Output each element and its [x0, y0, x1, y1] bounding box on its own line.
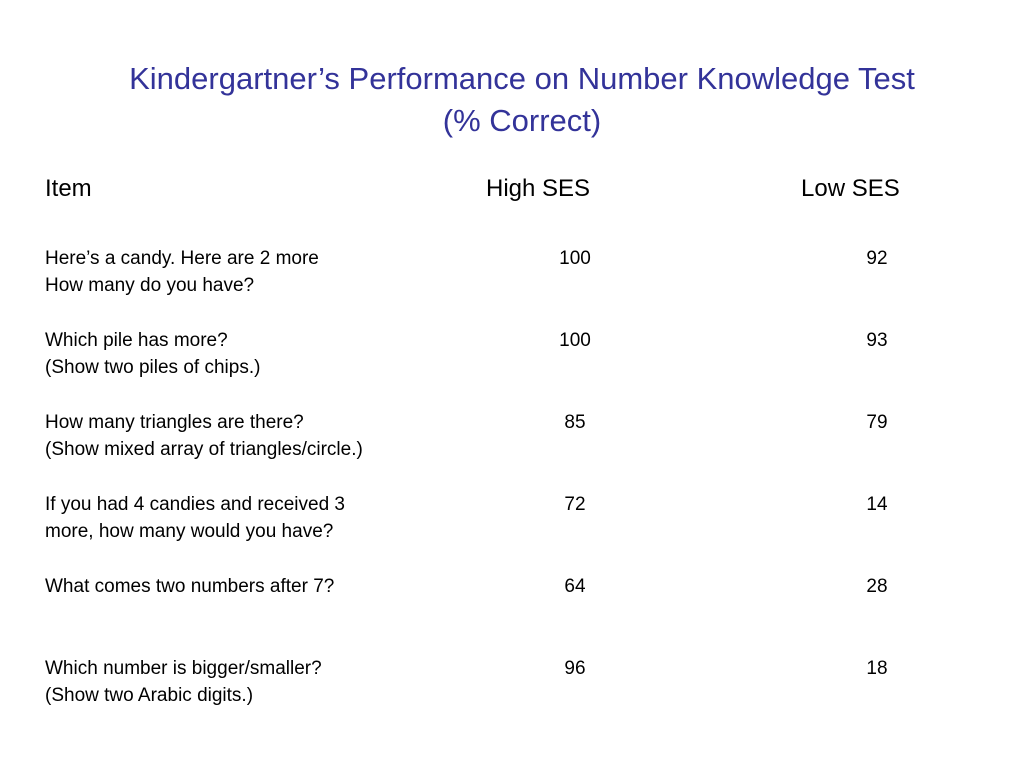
row-low-ses-value: 92 — [866, 248, 888, 269]
row-item-line-1: If you had 4 candies and received 3 — [45, 494, 345, 515]
table-body — [0, 245, 1024, 737]
title-line-2: (% Correct) — [442, 103, 602, 138]
row-high-ses-value: 100 — [559, 330, 591, 351]
table-row — [0, 655, 1024, 737]
row-item-line-1: Which number is bigger/smaller? — [45, 658, 322, 679]
row-item-line-2: (Show two Arabic digits.) — [45, 685, 254, 706]
header-item: Item — [45, 175, 92, 202]
row-high-ses-value: 72 — [564, 494, 586, 515]
row-high-ses-value: 100 — [559, 248, 591, 269]
row-item-line-2: (Show two piles of chips.) — [45, 357, 261, 378]
table-row — [0, 245, 1024, 327]
row-low-ses-value: 14 — [866, 494, 888, 515]
row-low-ses-value: 93 — [866, 330, 888, 351]
row-item — [45, 327, 465, 381]
slide-title — [0, 58, 1024, 142]
row-item-line-1: How many triangles are there? — [45, 412, 304, 433]
table-row — [0, 573, 1024, 655]
row-item — [45, 655, 465, 709]
row-item-line-2: more, how many would you have? — [45, 521, 334, 542]
row-low-ses-value: 18 — [866, 658, 888, 679]
row-item — [45, 573, 465, 600]
table-row — [0, 491, 1024, 573]
row-low-ses-value: 79 — [866, 412, 888, 433]
row-item — [45, 409, 465, 463]
title-line-1: Kindergartner’s Performance on Number Knowledge Test — [129, 61, 915, 96]
table-row — [0, 327, 1024, 409]
row-high-ses-value: 96 — [564, 658, 586, 679]
row-item-line-1: Which pile has more? — [45, 330, 228, 351]
row-item-line-1: What comes two numbers after 7? — [45, 576, 335, 597]
table-header — [0, 172, 1024, 206]
header-low-ses: Low SES — [801, 175, 900, 202]
row-low-ses-value: 28 — [866, 576, 888, 597]
row-item-line-1: Here’s a candy. Here are 2 more — [45, 248, 319, 269]
table-row — [0, 409, 1024, 491]
row-high-ses-value: 64 — [564, 576, 586, 597]
row-item-line-2: (Show mixed array of triangles/circle.) — [45, 439, 363, 460]
row-item-line-2: How many do you have? — [45, 275, 255, 296]
header-high-ses: High SES — [486, 175, 591, 202]
row-high-ses-value: 85 — [564, 412, 586, 433]
row-item — [45, 245, 465, 299]
row-item — [45, 491, 465, 545]
